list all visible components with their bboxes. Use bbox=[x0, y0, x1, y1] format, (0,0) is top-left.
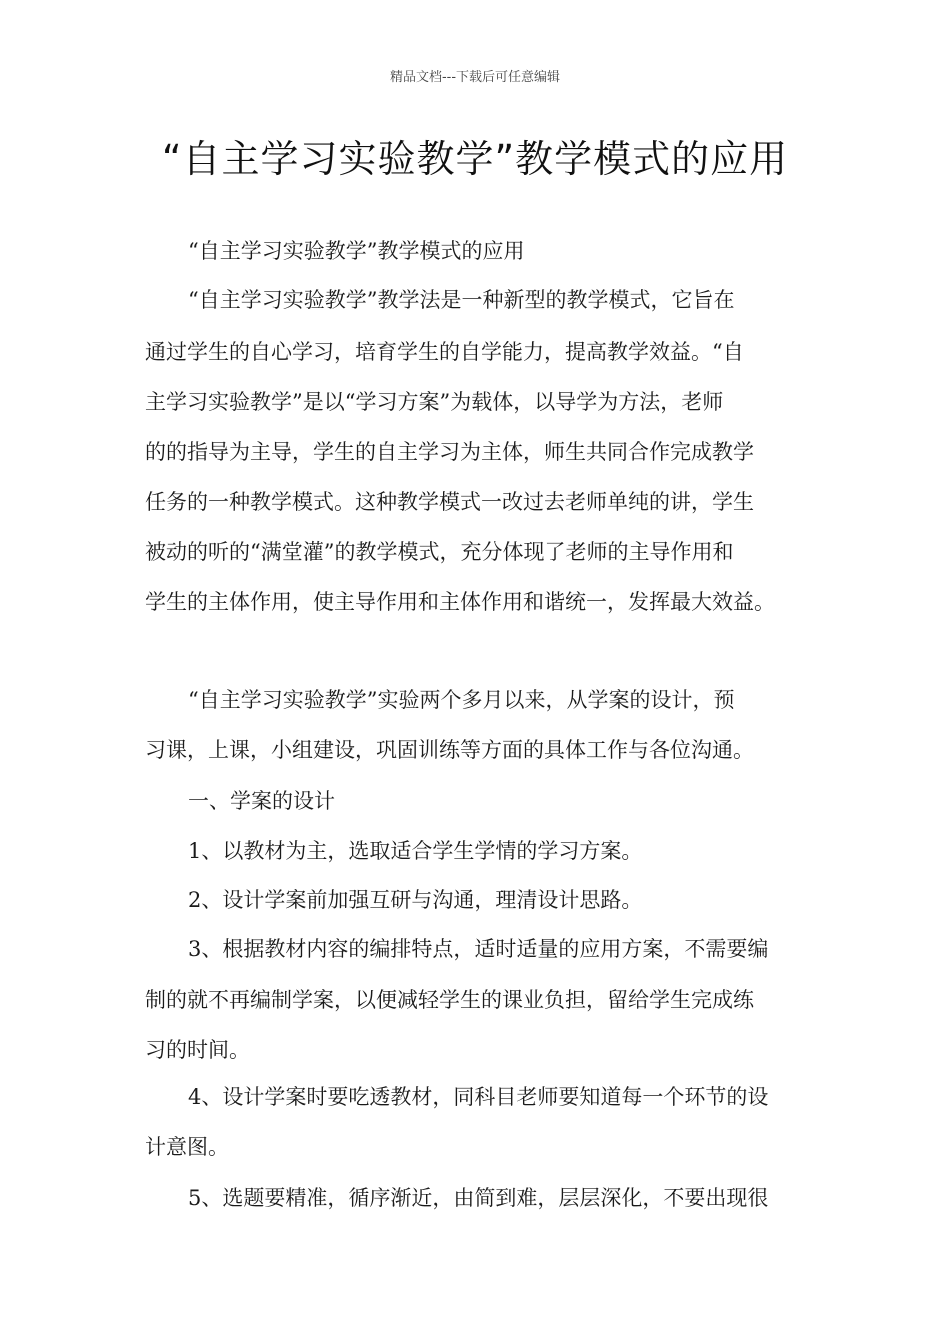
paragraph-line: 学生的主体作用，使主导作用和主体作用和谐统一，发挥最大效益。 bbox=[145, 590, 775, 614]
paragraph-line: “自主学习实验教学”实验两个多月以来，从学案的设计，预 bbox=[188, 688, 735, 712]
paragraph-line: 习的时间。 bbox=[145, 1038, 250, 1062]
page-header: 精品文档---下载后可任意编辑 bbox=[389, 70, 561, 85]
paragraph-line: 习课，上课，小组建设，巩固训练等方面的具体工作与各位沟通。 bbox=[145, 738, 754, 762]
body-subtitle-line: “自主学习实验教学”教学模式的应用 bbox=[188, 239, 525, 263]
paragraph-line: 任务的一种教学模式。这种教学模式一改过去老师单纯的讲，学生 bbox=[145, 490, 754, 514]
paragraph-line: “自主学习实验教学”教学法是一种新型的教学模式，它旨在 bbox=[188, 288, 735, 312]
paragraph-line: 计意图。 bbox=[145, 1135, 229, 1159]
paragraph-line: 主学习实验教学”是以“学习方案”为载体，以导学为方法，老师 bbox=[145, 390, 724, 414]
list-item: 2、设计学案前加强互研与沟通，理清设计思路。 bbox=[188, 888, 643, 912]
list-item: 1、以教材为主，选取适合学生学情的学习方案。 bbox=[188, 839, 643, 863]
paragraph-line: 被动的听的“满堂灌”的教学模式，充分体现了老师的主导作用和 bbox=[145, 540, 734, 564]
section-heading: 一、学案的设计 bbox=[188, 789, 335, 813]
paragraph-line: 的的指导为主导，学生的自主学习为主体，师生共同合作完成教学 bbox=[145, 440, 754, 464]
list-item: 3、根据教材内容的编排特点，适时适量的应用方案，不需要编 bbox=[188, 937, 769, 961]
paragraph-line: 通过学生的自心学习，培育学生的自学能力，提高教学效益。“自 bbox=[145, 340, 744, 364]
paragraph-line: 制的就不再编制学案，以便减轻学生的课业负担，留给学生完成练 bbox=[145, 988, 754, 1012]
document-title: “自主学习实验教学”教学模式的应用 bbox=[161, 137, 789, 181]
list-item: 5、选题要精准，循序渐近，由简到难，层层深化，不要出现很 bbox=[188, 1186, 769, 1210]
list-item: 4、设计学案时要吃透教材，同科目老师要知道每一个环节的设 bbox=[188, 1085, 769, 1109]
